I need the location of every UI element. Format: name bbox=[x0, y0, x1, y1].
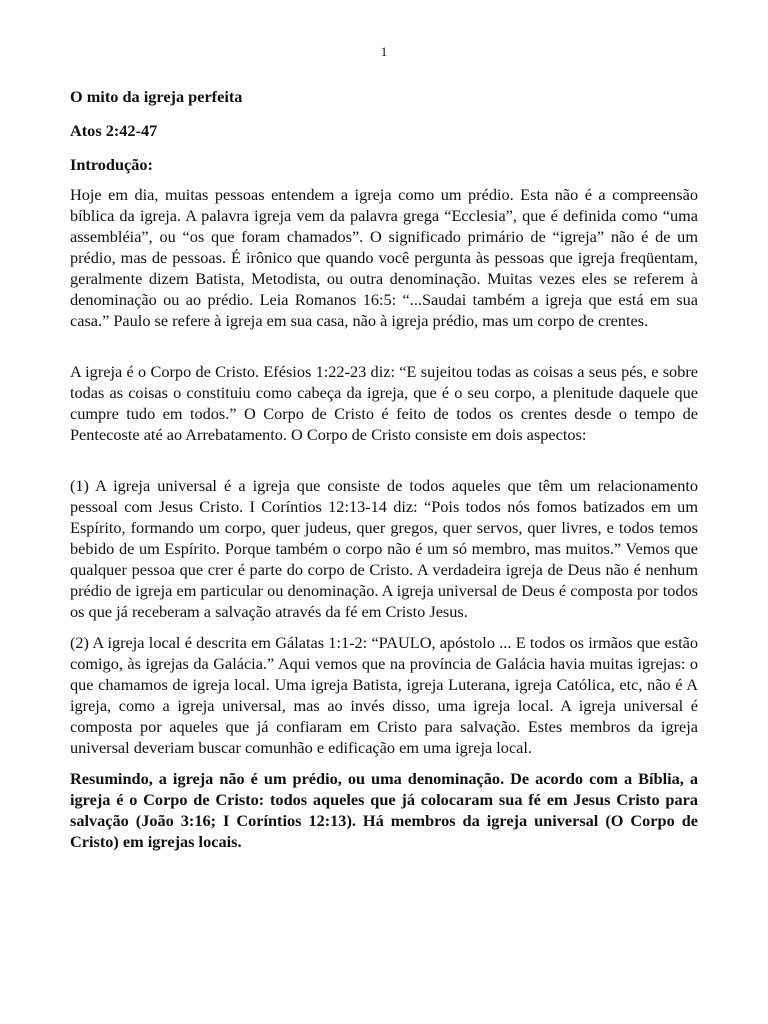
scripture-reference: Atos 2:42-47 bbox=[70, 121, 158, 140]
paragraph-church-not-building: Hoje em dia, muitas pessoas entendem a igreja como um prédio. Esta não é a compreensão bíblica da igreja. A palavra igreja vem da palavra grega “Ecclesia”, que é definida como “uma assembléia”, ou “os que foram chamados”. O significado primário de “igreja” não é de um prédio, mas de pessoas. É irônico que quando você pergunta às pessoas que igreja freqüentam, geralmente dizem Batista, Metodista, ou outra denominação. Muitas vezes eles se referem à denominação ou ao prédio. Leia Romanos 16:5: “...Saudai também a igreja que está em sua casa.” Paulo se refere à igreja em sua casa, não à igreja prédio, mas um corpo de crentes. bbox=[70, 185, 698, 330]
paragraph-summary: Resumindo, a igreja não é um prédio, ou uma denominação. De acordo com a Bíblia, a igreja é o Corpo de Cristo: todos aqueles que já colocaram sua fé em Jesus Cristo para salvação (João 3:16; I Coríntios 12:13). Há membros da igreja universal (O Corpo de Cristo) em igrejas locais. bbox=[70, 769, 698, 851]
document-title: O mito da igreja perfeita bbox=[70, 87, 243, 106]
introduction-heading: Introdução: bbox=[70, 155, 153, 174]
page-number: 1 bbox=[380, 44, 388, 59]
document-body bbox=[70, 86, 698, 852]
paragraph-universal-church: (1) A igreja universal é a igreja que consiste de todos aqueles que têm um relacionamento pessoal com Jesus Cristo. I Coríntios 12:13-14 diz: “Pois todos nós fomos batizados em um Espírito, formando um corpo, quer judeus, quer gregos, quer servos, quer livres, e todos temos bebido de um Espírito. Porque também o corpo não é um só membro, mas muitos.” Vemos que qualquer pessoa que crer é parte do corpo de Cristo. A verdadeira igreja de Deus não é nenhum prédio de igreja em particular ou denominação. A igreja universal de Deus é composta por todos os que já receberam a salvação através da fé em Cristo Jesus. bbox=[70, 476, 698, 621]
paragraph-body-of-christ: A igreja é o Corpo de Cristo. Efésios 1:22-23 diz: “E sujeitou todas as coisas a seus pés, e sobre todas as coisas o constituiu como cabeça da igreja, que é o seu corpo, a plenitude daquele que cumpre tudo em todos.” O Corpo de Cristo é feito de todos os crentes desde o tempo de Pentecoste até ao Arrebatamento. O Corpo de Cristo consiste em dois aspectos: bbox=[70, 362, 698, 444]
paragraph-local-church: (2) A igreja local é descrita em Gálatas 1:1-2: “PAULO, apóstolo ... E todos os irmãos que estão comigo, às igrejas da Galácia.” Aqui vemos que na província de Galácia havia muitas igrejas: o que chamamos de igreja local. Uma igreja Batista, igreja Luterana, igreja Católica, etc, não é A igreja, como a igreja universal, mas ao invés disso, uma igreja local. A igreja universal é composta por aqueles que já confiaram em Cristo para salvação. Estes membros da igreja universal deveriam buscar comunhão e edificação em uma igreja local. bbox=[70, 633, 698, 757]
